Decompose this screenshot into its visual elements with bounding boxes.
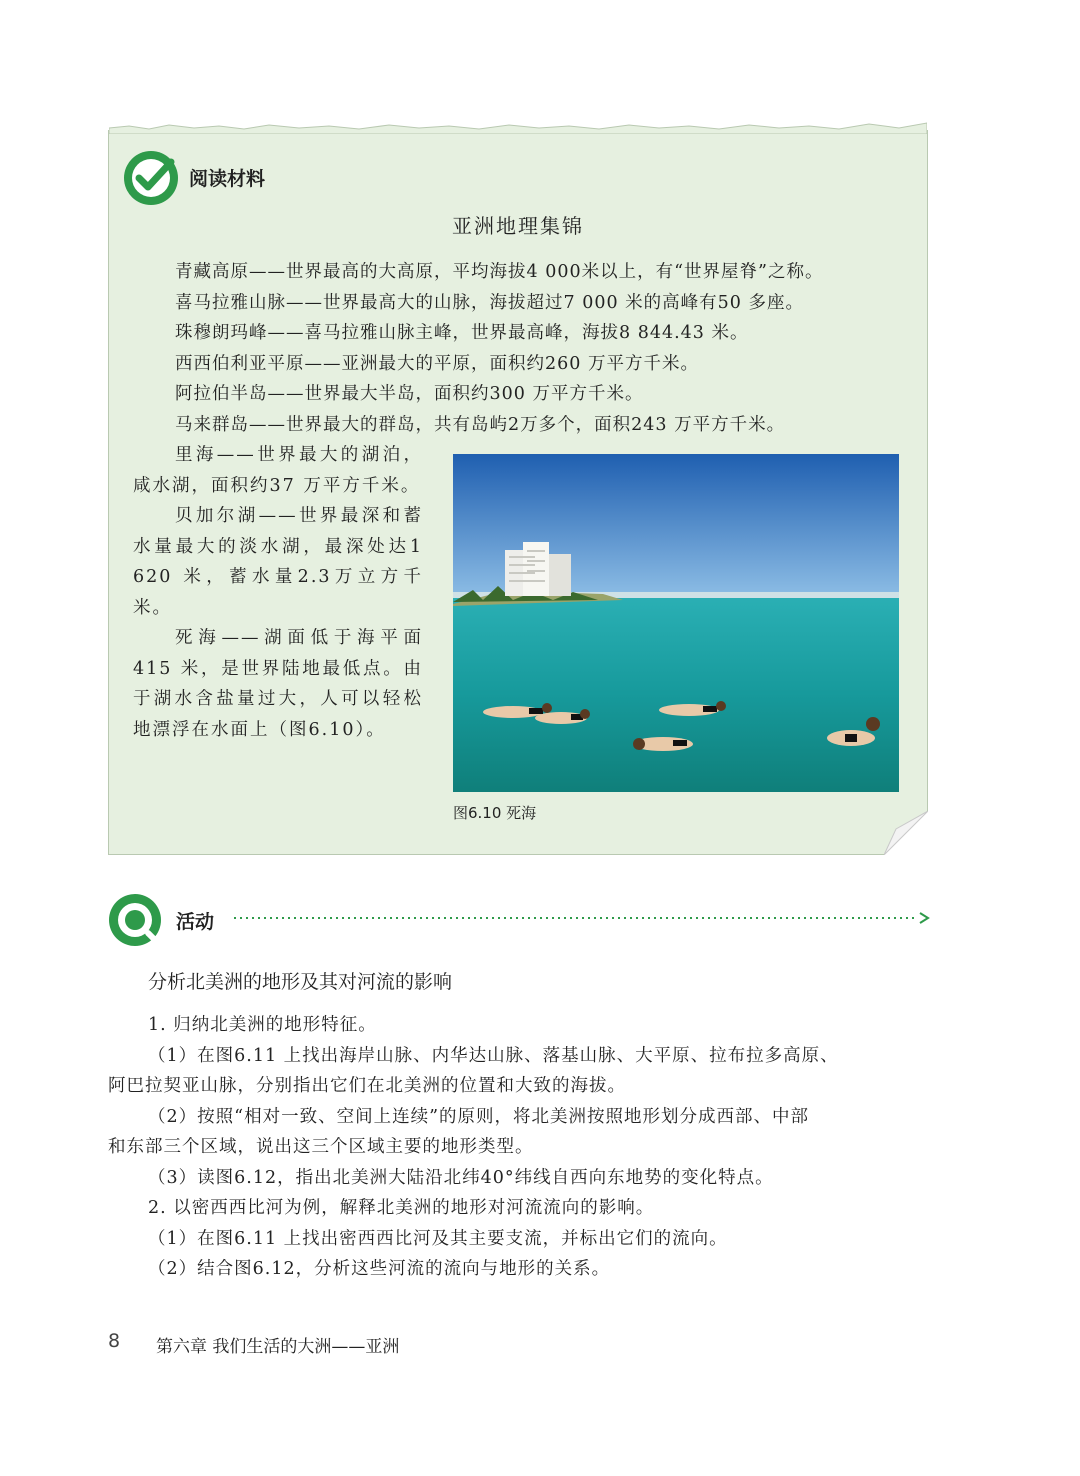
fact-line: 喜马拉雅山脉——世界最高大的山脉，海拔超过7 000 米的高峰有50 多座。	[175, 292, 804, 313]
lake-paragraph: 贝加尔湖——世界最深和蓄水量最大的淡水湖，最深处达1 620 米，蓄水量2.3万立方千米。	[133, 506, 423, 618]
dead-sea-photo	[453, 454, 899, 792]
fact-line: 西西伯利亚平原——亚洲最大的平原，面积约260 万平方千米。	[175, 353, 699, 374]
activity-line: （2）按照“相对一致、空间上连续”的原则，将北美洲按照地形划分成西部、中部	[148, 1106, 810, 1127]
torn-paper-edge	[109, 120, 927, 134]
activity-line: 阿巴拉契亚山脉，分别指出它们在北美洲的位置和大致的海拔。	[108, 1076, 626, 1096]
lake-paragraph: 里海——世界最大的湖泊，咸水湖，面积约37 万平方千米。	[133, 445, 423, 496]
dotted-divider	[234, 910, 930, 926]
activity-body	[108, 1010, 926, 1285]
activity-line: （3）读图6.12，指出北美洲大陆沿北纬40°纬线自西向东地势的变化特点。	[148, 1167, 774, 1188]
fact-line: 马来群岛——世界最大的群岛，共有岛屿2万多个，面积243 万平方千米。	[175, 414, 786, 435]
reading-material-box	[108, 130, 928, 855]
activity-line: （1）在图6.11 上找出海岸山脉、内华达山脉、落基山脉、大平原、拉布拉多高原、	[148, 1045, 839, 1066]
fact-line: 青藏高原——世界最高的大高原，平均海拔4 000米以上，有“世界屋脊”之称。	[175, 262, 824, 282]
reading-title: 亚洲地理集锦	[452, 214, 584, 238]
activity-line: 和东部三个区域，说出这三个区域主要的地形类型。	[108, 1137, 534, 1157]
activity-line: 1. 归纳北美洲的地形特征。	[148, 1015, 377, 1035]
activity-line: （2）结合图6.12，分析这些河流的流向与地形的关系。	[148, 1259, 611, 1279]
page-curl-corner	[884, 811, 928, 855]
fact-list	[175, 257, 915, 440]
activity-line: 2. 以密西西比河为例，解释北美洲的地形对河流流向的影响。	[148, 1198, 655, 1218]
reading-check-icon	[123, 150, 179, 206]
lake-paragraph: 死海——湖面低于海平面415 米，是世界陆地最低点。由于湖水含盐量过大，人可以轻松地漂浮在水面上（图6.10）。	[133, 628, 423, 740]
reading-material-label: 阅读材料	[189, 168, 266, 190]
chapter-title: 第六章 我们生活的大洲——亚洲	[156, 1337, 400, 1357]
fact-line: 阿拉伯半岛——世界最大半岛，面积约300 万平方千米。	[175, 384, 644, 404]
page-number: 8	[108, 1330, 121, 1352]
activity-label: 活动	[176, 911, 215, 933]
activity-icon	[108, 893, 162, 947]
activity-title: 分析北美洲的地形及其对河流的影响	[148, 971, 453, 993]
photo-caption: 图6.10 死海	[453, 804, 537, 822]
activity-line: （1）在图6.11 上找出密西西比河及其主要支流，并标出它们的流向。	[148, 1228, 728, 1249]
fact-line: 珠穆朗玛峰——喜马拉雅山脉主峰，世界最高峰，海拔8 844.43 米。	[175, 323, 749, 343]
lake-text	[133, 440, 423, 745]
